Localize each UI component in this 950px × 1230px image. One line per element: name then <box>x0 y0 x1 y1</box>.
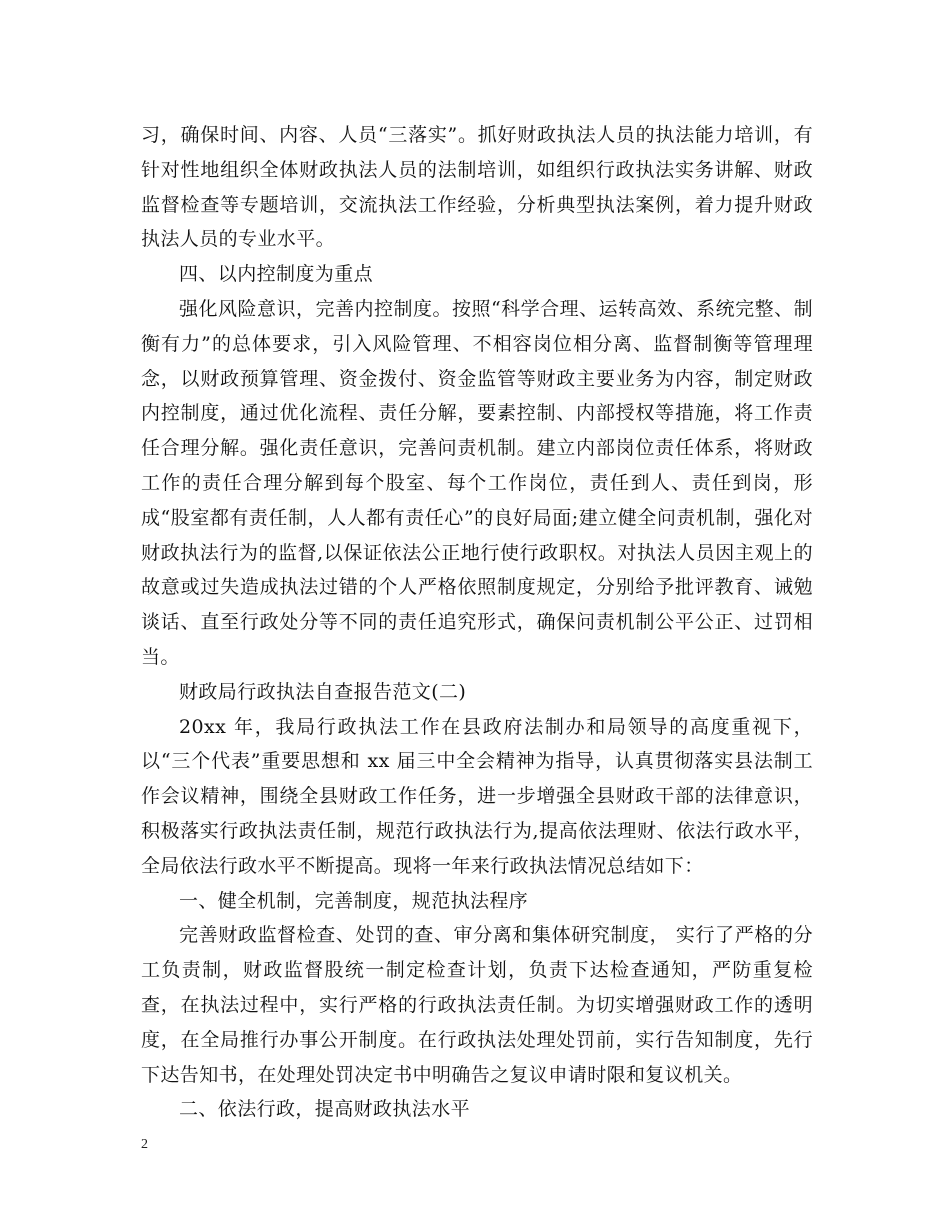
section-heading-internal-control: 四、以内控制度为重点 <box>179 263 374 286</box>
paragraph-continuation: 习，确保时间、内容、人员“三落实”。抓好财政执法人员的执法能力培训，有针对性地组织全体财政执法人员的法制培训，如组织行政执法实务讲解、财政监督检查等专题培训，交流执法工作经验，分析典型执法案例，着力提升财政执法人员的专业水平。 <box>141 124 813 251</box>
report-title-part-two: 财政局行政执法自查报告范文(二) <box>179 680 467 703</box>
paragraph-mechanism: 完善财政监督检查、处罚的查、审分离和集体研究制度， 实行了严格的分工负责制，财政监督股统一制定检查计划，负责下达检查通知，严防重复检查，在执法过程中，实行严格的行政执法责任制。为切实增强财政工作的透明度，在全局推行办事公开制度。在行政执法处理处罚前，实行告知制度，先行下达告知书，在处理处罚决定书中明确告之复议申请时限和复议机关。 <box>141 924 813 1086</box>
section-heading-law-enforcement: 二、依法行政，提高财政执法水平 <box>179 1098 471 1121</box>
paragraph-internal-control: 强化风险意识，完善内控制度。按照“科学合理、运转高效、系统完整、制衡有力”的总体要求，引入风险管理、不相容岗位相分离、监督制衡等管理理念，以财政预算管理、资金拨付、资金监管等财政主要业务为内容，制定财政内控制度，通过优化流程、责任分解，要素控制、内部授权等措施，将工作责任合理分解。强化责任意识，完善问责机制。建立内部岗位责任体系，将财政工作的责任合理分解到每个股室、每个工作岗位，责任到人、责任到岗，形成“股室都有责任制，人人都有责任心”的良好局面;建立健全问责机制，强化对财政执法行为的监督,以保证依法公正地行使行政职权。对执法人员因主观上的故意或过失造成执法过错的个人严格依照制度规定，分别给予批评教育、诫勉谈话、直至行政处分等不同的责任追究形式，确保问责机制公平公正、过罚相当。 <box>141 297 813 668</box>
section-heading-mechanism: 一、健全机制，完善制度，规范执法程序 <box>179 889 529 912</box>
body-text <box>141 118 813 1127</box>
paragraph-report-intro: 20xx 年，我局行政执法工作在县政府法制办和局领导的高度重视下，以“三个代表”重要思想和 xx 届三中全会精神为指导，认真贯彻落实县法制工作会议精神，围绕全县财政工作任务，进一步增强全县财政干部的法律意识，积极落实行政执法责任制，规范行政执法行为,提高依法理财、依法行政水平，全局依法行政水平不断提高。现将一年来行政执法情况总结如下： <box>141 715 813 877</box>
page-number: 2 <box>141 1137 148 1152</box>
